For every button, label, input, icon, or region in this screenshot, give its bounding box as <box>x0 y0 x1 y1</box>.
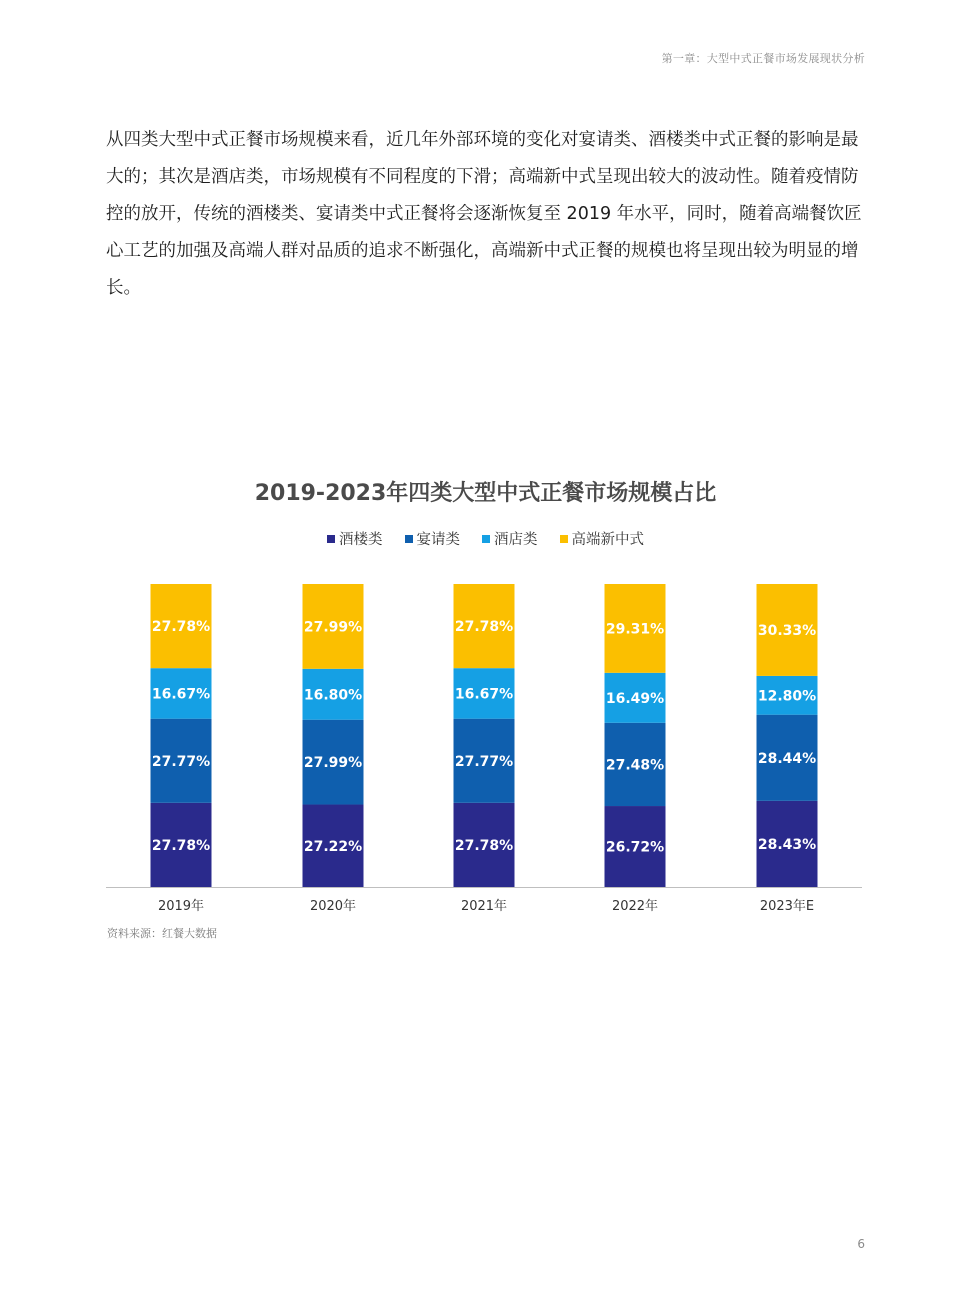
data-label-1-1: 27.99% <box>303 755 363 772</box>
data-label-3-0: 27.78% <box>151 619 211 636</box>
page-number: 6 <box>857 1237 865 1251</box>
x-tick-label: 2022年 <box>611 899 659 914</box>
data-label-2-0: 16.67% <box>151 686 211 703</box>
legend-item-gaoduan <box>560 528 645 549</box>
x-tick-label: 2020年 <box>309 899 357 914</box>
data-label-2-1: 16.80% <box>303 687 363 704</box>
data-label-3-2: 27.78% <box>454 619 514 636</box>
body-paragraph: 从四类大型中式正餐市场规模来看，近几年外部环境的变化对宴请类、酒楼类中式正餐的影响是最大的；其次是酒店类，市场规模有不同程度的下滑；高端新中式呈现出较大的波动性。随着疫情防控的放开，传统的酒楼类、宴请类中式正餐将会逐渐恢复至 2019 年水平，同时，随着高端餐饮匠心工艺的加强及高端人群对品质的追求不断强化，高端新中式正餐的规模也将呈现出较为明显的增长。 <box>106 130 862 298</box>
legend-swatch-jiudian <box>482 535 490 543</box>
source-note: 资料来源：红餐大数据 <box>107 927 217 940</box>
header-chapter: 第一章：大型中式正餐市场发展现状分析 <box>661 52 865 65</box>
data-label-3-4: 30.33% <box>757 622 817 639</box>
x-tick-label: 2023年E <box>759 899 815 914</box>
data-label-0-1: 27.22% <box>303 838 363 855</box>
legend-swatch-gaoduan <box>560 535 568 543</box>
stacked-bar-chart <box>0 570 971 920</box>
data-label-0-4: 28.43% <box>757 836 817 853</box>
x-tick-label: 2019年 <box>157 899 205 914</box>
legend-item-jiudian <box>482 528 538 549</box>
data-label-0-3: 26.72% <box>605 839 665 856</box>
data-label-3-3: 29.31% <box>605 621 665 638</box>
chart-title: 2019-2023年四类大型中式正餐市场规模占比 <box>254 481 717 506</box>
x-tick-label: 2021年 <box>460 899 508 914</box>
data-label-3-1: 27.99% <box>303 619 363 636</box>
legend-swatch-jiulou <box>327 535 335 543</box>
legend-item-jiulou <box>327 528 383 549</box>
legend-label-jiudian: 酒店类 <box>494 532 538 548</box>
legend-label-gaoduan: 高端新中式 <box>571 532 644 548</box>
data-label-2-4: 12.80% <box>757 688 817 705</box>
data-label-2-2: 16.67% <box>454 686 514 703</box>
data-label-1-4: 28.44% <box>757 750 817 767</box>
data-label-1-2: 27.77% <box>454 753 514 770</box>
data-label-1-0: 27.77% <box>151 753 211 770</box>
legend-label-jiulou: 酒楼类 <box>339 532 383 548</box>
data-label-2-3: 16.49% <box>605 690 665 707</box>
chart-legend <box>0 528 971 549</box>
data-label-0-2: 27.78% <box>454 837 514 854</box>
data-label-1-3: 27.48% <box>605 757 665 774</box>
legend-item-yanqing <box>405 528 461 549</box>
legend-swatch-yanqing <box>405 535 413 543</box>
legend-label-yanqing: 宴请类 <box>416 532 460 548</box>
data-label-0-0: 27.78% <box>151 837 211 854</box>
